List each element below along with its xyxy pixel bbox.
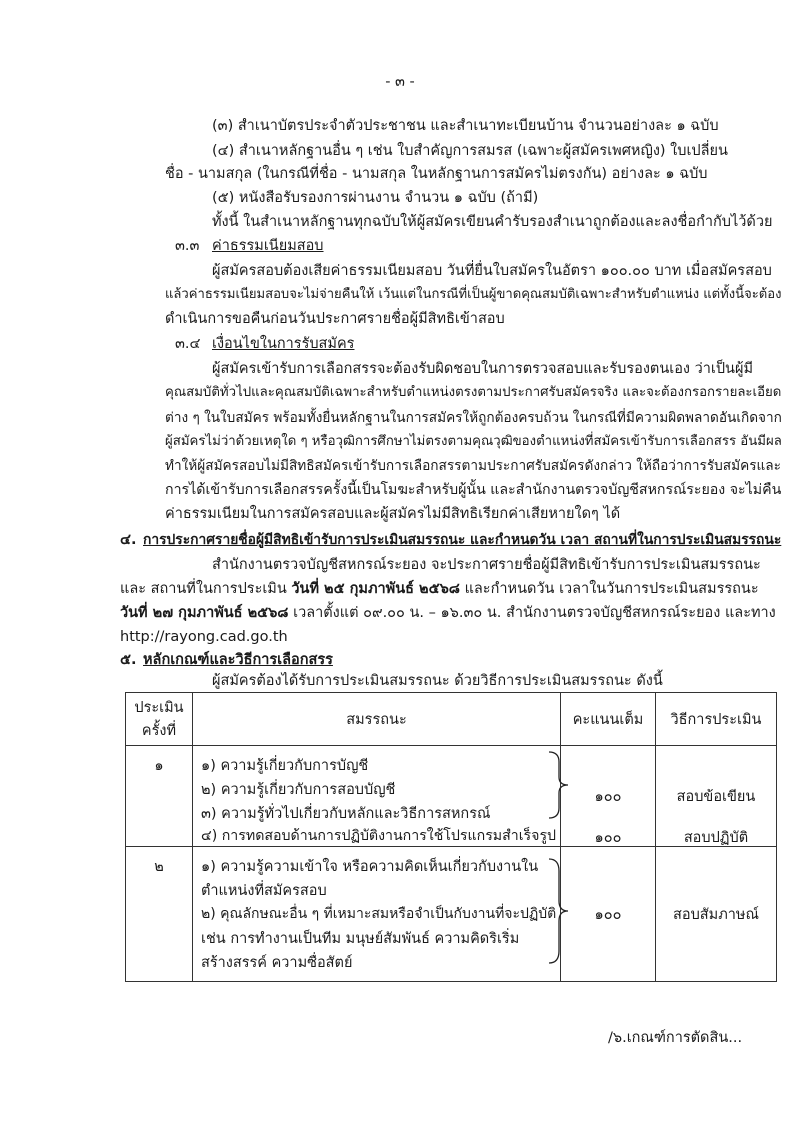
- competency-item: ๑) ความรู้ความเข้าใจ หรือความคิดเห็นเกี่ยวกับงานใน: [201, 859, 539, 875]
- conditions-paragraph-line: การได้เข้ารับการเลือกสรรครั้งนี้เป็นโมฆะสำหรับผู้นั้น และสำนักงานตรวจบัญชีสหกรณ์ระยอง จะไม่คืน: [165, 482, 782, 498]
- announcement-text: และ สถานที่ในการประเมิน: [120, 581, 292, 597]
- method-cell: [656, 746, 777, 847]
- method-value: สอบสัมภาษณ์: [673, 907, 759, 923]
- competency-item: ๒) คุณลักษณะอื่น ๆ ที่เหมาะสมหรือจำเป็นกับงานที่จะปฏิบัติ: [201, 906, 557, 922]
- doc-item-4-cont: ชื่อ - นามสกุล (ในกรณีที่ชื่อ - นามสกุล ในหลักฐานการสมัครไม่ตรงกัน) อย่างละ ๑ ฉบับ: [165, 166, 708, 182]
- header-full-score: คะแนนเต็ม: [561, 693, 656, 746]
- full-score-value: ๑๐๐: [594, 830, 622, 846]
- competency-item: ๔) การทดสอบด้านการปฏิบัติงานการใช้โปรแกรมสำเร็จรูป: [201, 828, 557, 844]
- competency-item: ตำแหน่งที่สมัครสอบ: [201, 883, 327, 899]
- score-cell: [561, 847, 656, 982]
- fee-paragraph-line: ผู้สมัครสอบต้องเสียค่าธรรมเนียมสอบ วันที่ยื่นใบสมัครในอัตรา ๑๐๐.๐๐ บาท เมื่อสมัครสอบ: [212, 263, 772, 279]
- conditions-paragraph-line: ค่าธรรมเนียมในการสมัครสอบและผู้สมัครไม่มีสิทธิเรียกค่าเสียหายใดๆ ได้: [165, 506, 621, 522]
- doc-note: ทั้งนี้ ในสำเนาหลักฐานทุกฉบับให้ผู้สมัครเขียนคำรับรองสำเนาถูกต้องและลงชื่อกำกับไว้ด้วย: [212, 214, 773, 230]
- round-cell: [126, 847, 193, 982]
- header-round-line2: ครั้งที่: [141, 723, 177, 739]
- announcement-text: เวลาตั้งแต่ ๐๙.๐๐ น. – ๑๖.๓๐ น. สำนักงานตรวจบัญชีสหกรณ์ระยอง และทาง: [288, 605, 776, 621]
- competency-cell: [193, 746, 561, 847]
- announcement-text: และกำหนดวัน เวลาในวันการประเมินสมรรถนะ: [459, 581, 759, 597]
- announcement-paragraph-line: [120, 605, 776, 622]
- section-5-number: ๕.: [120, 652, 137, 668]
- table-header-row: [126, 693, 777, 746]
- conditions-paragraph-line: ผู้สมัครเข้ารับการเลือกสรรจะต้องรับผิดชอบในการตรวจสอบและรับรองตนเอง ว่าเป็นผู้มี: [212, 361, 753, 377]
- table-row: [126, 746, 777, 847]
- fee-paragraph-line: ดำเนินการขอคืนก่อนวันประกาศรายชื่อผู้มีสิทธิเข้าสอบ: [165, 311, 505, 327]
- conditions-paragraph-line: ต่าง ๆ ในใบสมัคร พร้อมทั้งยื่นหลักฐานในการสมัครให้ถูกต้องครบถ้วน ในกรณีที่มีความผิดพลาดอันเกิดจาก: [165, 410, 782, 426]
- competency-item: ๓) ความรู้ทั่วไปเกี่ยวกับหลักและวิธีการสหกรณ์: [201, 806, 491, 822]
- competency-table: [125, 692, 777, 982]
- announcement-date: วันที่ ๒๕ กุมภาพันธ์ ๒๕๖๘: [291, 581, 460, 597]
- conditions-paragraph-line: ผู้สมัครไม่ว่าด้วยเหตุใด ๆ หรือวุฒิการศึกษาไม่ตรงตามคุณวุฒิของตำแหน่งที่สมัครเข้ารับการเลือกสรร อันมีผล: [165, 434, 782, 449]
- section-5-intro: ผู้สมัครต้องได้รับการประเมินสมรรถนะ ด้วยวิธีการประเมินสมรรถนะ ดังนี้: [212, 673, 663, 689]
- conditions-paragraph-line: ทำให้ผู้สมัครสอบไม่มีสิทธิสมัครเข้ารับการเลือกสรรตามประกาศรับสมัครดังกล่าว ให้ถือว่าการรับสมัครและ: [165, 458, 781, 474]
- assessment-date: วันที่ ๒๗ กุมภาพันธ์ ๒๕๖๘: [120, 605, 289, 621]
- fee-paragraph-line: แล้วค่าธรรมเนียมสอบจะไม่จ่ายคืนให้ เว้นแต่ในกรณีที่เป็นผู้ขาดคุณสมบัติเฉพาะสำหรับตำแหน่ง แต่ทั้งนี้จะต้อง: [165, 287, 782, 302]
- next-page-footer: /๖.เกณฑ์การตัดสิน...: [608, 1030, 743, 1046]
- section-4-number: ๔.: [120, 532, 137, 548]
- header-competency: สมรรถนะ: [193, 693, 561, 746]
- section-3-4-title: เงื่อนไขในการรับสมัคร: [212, 336, 355, 352]
- website-url: http://rayong.cad.go.th: [120, 629, 288, 645]
- competency-item: เช่น การทำงานเป็นทีม มนุษย์สัมพันธ์ ความคิดริเริ่ม: [201, 931, 520, 947]
- round-number: ๑: [154, 758, 164, 774]
- round-cell: [126, 746, 193, 847]
- full-score-value: ๑๐๐: [594, 907, 622, 923]
- section-4-title: การประกาศรายชื่อผู้มีสิทธิเข้ารับการประเมินสมรรถนะ และกำหนดวัน เวลา สถานที่ในการประเมินสมรรถนะ: [143, 532, 782, 548]
- method-value: สอบข้อเขียน: [676, 789, 756, 805]
- section-5-title: หลักเกณฑ์และวิธีการเลือกสรร: [143, 652, 333, 668]
- announcement-paragraph-line: สำนักงานตรวจบัญชีสหกรณ์ระยอง จะประกาศรายชื่อผู้มีสิทธิเข้ารับการประเมินสมรรถนะ: [212, 557, 761, 573]
- full-score-value: ๑๐๐: [594, 789, 622, 805]
- method-value: สอบปฏิบัติ: [683, 830, 749, 846]
- section-3-4-number: ๓.๔: [175, 336, 201, 352]
- conditions-paragraph-line: คุณสมบัติทั่วไปและคุณสมบัติเฉพาะสำหรับตำแหน่งตรงตามประกาศรับสมัครจริง และจะต้องกรอกรายละเอียด: [165, 385, 782, 400]
- header-round: [126, 693, 193, 746]
- doc-item-3: (๓) สำเนาบัตรประจำตัวประชาชน และสำเนาทะเบียนบ้าน จำนวนอย่างละ ๑ ฉบับ: [212, 118, 719, 134]
- header-round-line1: ประเมิน: [134, 700, 184, 716]
- page-number: - ๓ -: [385, 74, 415, 90]
- table-row: [126, 847, 777, 982]
- competency-item: สร้างสรรค์ ความซื่อสัตย์: [201, 955, 353, 971]
- score-cell: [561, 746, 656, 847]
- section-3-3-number: ๓.๓: [175, 238, 200, 254]
- doc-item-5: (๕) หนังสือรับรองการผ่านงาน จำนวน ๑ ฉบับ (ถ้ามี): [212, 190, 539, 206]
- method-cell: [656, 847, 777, 982]
- competency-item: ๑) ความรู้เกี่ยวกับการบัญชี: [201, 758, 369, 774]
- competency-item: ๒) ความรู้เกี่ยวกับการสอบบัญชี: [201, 782, 396, 798]
- header-method: วิธีการประเมิน: [656, 693, 777, 746]
- announcement-paragraph-line: [120, 581, 759, 598]
- competency-cell: [193, 847, 561, 982]
- section-3-3-title: ค่าธรรมเนียมสอบ: [212, 238, 324, 254]
- round-number: ๒: [154, 859, 164, 875]
- doc-item-4: (๔) สำเนาหลักฐานอื่น ๆ เช่น ใบสำคัญการสมรส (เฉพาะผู้สมัครเพศหญิง) ใบเปลี่ยน: [212, 143, 728, 159]
